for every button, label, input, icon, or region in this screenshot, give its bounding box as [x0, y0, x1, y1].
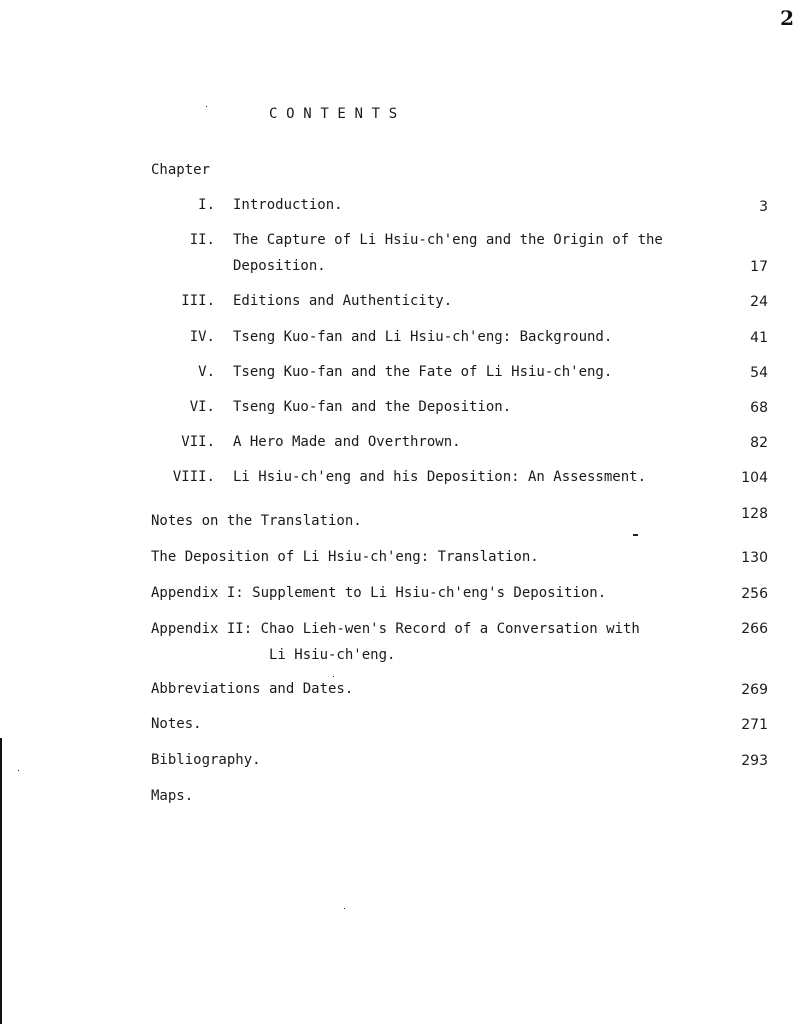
chapter-title: Li Hsiu-ch'eng and his Deposition: An Assessment.: [233, 469, 647, 485]
scan-speck: [18, 770, 19, 771]
chapter-label: Chapter: [151, 162, 211, 178]
chapter-numeral: VI.: [189, 399, 215, 415]
chapter-title: Introduction.: [233, 197, 343, 213]
entry-title: Notes on the Translation.: [151, 513, 362, 529]
entry-page: 256: [741, 586, 768, 602]
entry-page: 269: [741, 682, 768, 698]
chapter-numeral: I.: [198, 197, 215, 213]
chapter-numeral: II.: [189, 232, 215, 248]
entry-page: 266: [741, 621, 768, 637]
scan-edge-rule: [0, 738, 2, 1024]
contents-heading: CONTENTS: [269, 106, 406, 122]
entry-title: The Deposition of Li Hsiu-ch'eng: Translation.: [151, 549, 539, 565]
chapter-page: 24: [750, 294, 768, 310]
scan-speck: [633, 534, 638, 536]
chapter-title: A Hero Made and Overthrown.: [233, 434, 461, 450]
page-number: 2: [780, 6, 794, 30]
entry-title: Appendix I: Supplement to Li Hsiu-ch'eng's Deposition.: [151, 585, 607, 601]
chapter-page: 3: [759, 199, 768, 215]
chapter-numeral: V.: [198, 364, 215, 380]
scan-speck: [206, 106, 207, 107]
entry-title-continued: Li Hsiu-ch'eng.: [269, 647, 396, 663]
chapter-numeral: VIII.: [172, 469, 215, 485]
chapter-numeral: III.: [181, 293, 215, 309]
chapter-title: Tseng Kuo-fan and the Deposition.: [233, 399, 512, 415]
chapter-page: 68: [750, 400, 768, 416]
scan-speck: [344, 908, 345, 909]
entry-title: Abbreviations and Dates.: [151, 681, 354, 697]
entry-page: 293: [741, 753, 768, 769]
entry-page: 271: [741, 717, 768, 733]
chapter-page: 41: [750, 330, 768, 346]
entry-title: Bibliography.: [151, 752, 261, 768]
entry-title: Notes.: [151, 716, 202, 732]
chapter-title: The Capture of Li Hsiu-ch'eng and the Origin of the: [233, 232, 663, 248]
chapter-title: Tseng Kuo-fan and Li Hsiu-ch'eng: Background.: [233, 329, 613, 345]
chapter-numeral: IV.: [189, 329, 215, 345]
chapter-page: 104: [741, 470, 768, 486]
chapter-page: 17: [750, 259, 768, 275]
chapter-numeral: VII.: [181, 434, 215, 450]
chapter-page: 82: [750, 435, 768, 451]
entry-title: Maps.: [151, 788, 194, 804]
entry-page: 130: [741, 550, 768, 566]
entry-page: 128: [741, 506, 768, 522]
scan-speck: [333, 676, 334, 677]
entry-title: Appendix II: Chao Lieh-wen's Record of a Conversation with: [151, 621, 640, 637]
chapter-title: Tseng Kuo-fan and the Fate of Li Hsiu-ch'eng.: [233, 364, 613, 380]
chapter-title: Editions and Authenticity.: [233, 293, 453, 309]
chapter-title-continued: Deposition.: [233, 258, 326, 274]
chapter-page: 54: [750, 365, 768, 381]
